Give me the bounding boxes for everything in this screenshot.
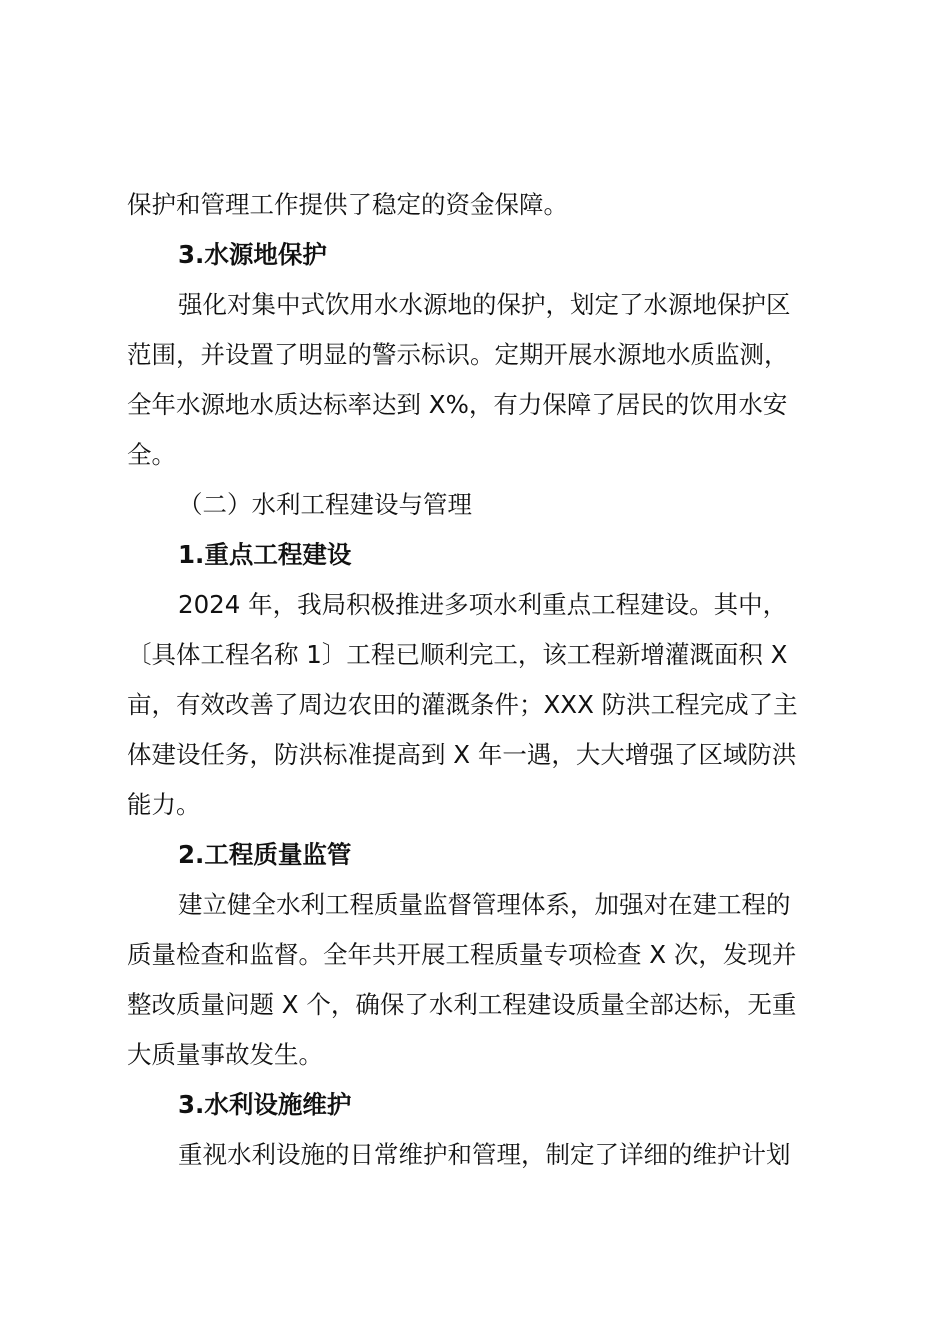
paragraph-line: 建立健全水利工程质量监督管理体系，加强对在建工程的 (178, 890, 791, 919)
paragraph-line: 亩，有效改善了周边农田的灌溉条件；XXX 防洪工程完成了主 (127, 690, 798, 719)
paragraph-line: 能力。 (127, 790, 201, 819)
section-heading: 1.重点工程建设 (178, 540, 352, 569)
paragraph-line: 2024 年，我局积极推进多项水利重点工程建设。其中， (178, 590, 788, 619)
paragraph-line: 强化对集中式饮用水水源地的保护，划定了水源地保护区 (178, 290, 791, 319)
section-heading: 3.水源地保护 (178, 240, 327, 269)
paragraph-line: 质量检查和监督。全年共开展工程质量专项检查 X 次，发现并 (127, 940, 797, 969)
paragraph-line: 〔具体工程名称 1〕工程已顺利完工，该工程新增灌溉面积 X (127, 640, 788, 669)
paragraph-line: 全。 (127, 440, 176, 469)
paragraph-line: 范围，并设置了明显的警示标识。定期开展水源地水质监测， (127, 340, 789, 369)
paragraph-line: 全年水源地水质达标率达到 X%，有力保障了居民的饮用水安 (127, 390, 788, 419)
paragraph-line: 重视水利设施的日常维护和管理，制定了详细的维护计划 (178, 1140, 791, 1169)
paragraph-line: 体建设任务，防洪标准提高到 X 年一遇，大大增强了区域防洪 (127, 740, 797, 769)
paragraph-line: 保护和管理工作提供了稳定的资金保障。 (127, 190, 568, 219)
section-heading: 3.水利设施维护 (178, 1090, 352, 1119)
section-heading: 2.工程质量监管 (178, 840, 352, 869)
paragraph-line: 整改质量问题 X 个，确保了水利工程建设质量全部达标，无重 (127, 990, 797, 1019)
subsection-heading: （二）水利工程建设与管理 (178, 490, 472, 519)
paragraph-line: 大质量事故发生。 (127, 1040, 323, 1069)
